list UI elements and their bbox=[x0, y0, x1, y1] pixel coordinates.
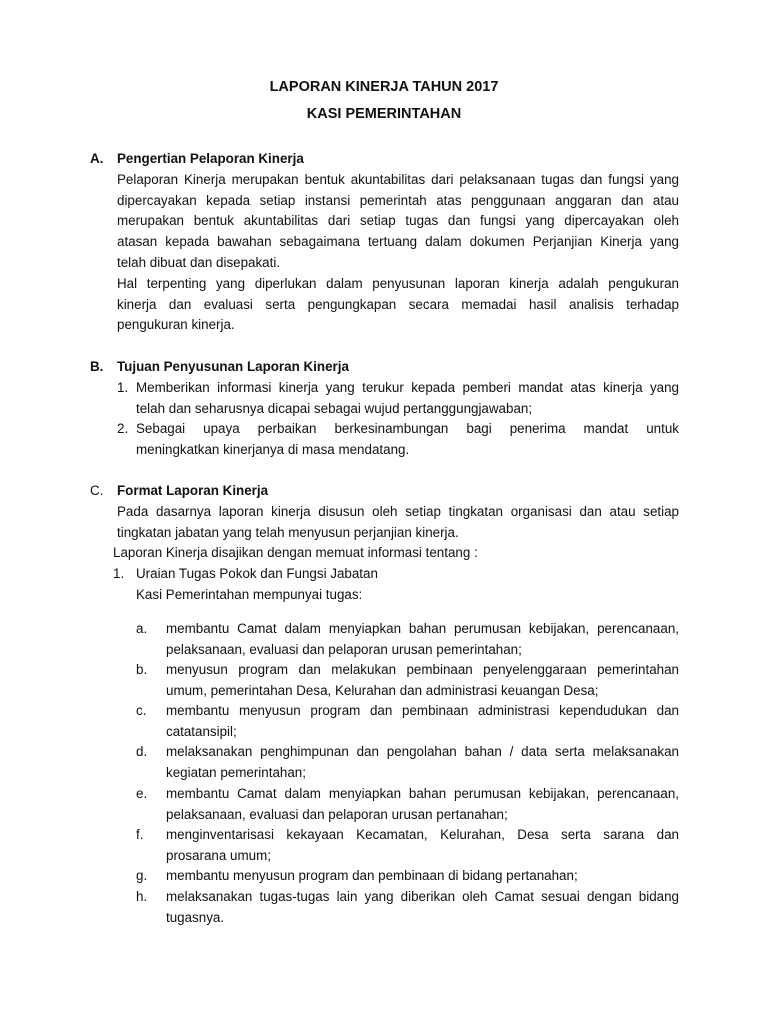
document-subtitle: KASI PEMERINTAHAN bbox=[306, 106, 462, 122]
text-line: Memberikan informasi kinerja yang terukur kepada pemberi mandat atas kinerja yang bbox=[136, 380, 679, 395]
text-line: menyusun program dan melakukan pembinaan penyelenggaraan pemerintahan bbox=[166, 662, 679, 677]
section-c-letter: C. bbox=[90, 483, 104, 498]
text-line: pelaksanaan, evaluasi dan pelaporan urusan pertanahan; bbox=[166, 806, 508, 822]
section-a-paragraph-2 bbox=[117, 274, 679, 336]
text-line: umum, pemerintahan Desa, Kelurahan dan administrasi keuangan Desa; bbox=[166, 682, 599, 698]
duty-label: g. bbox=[136, 868, 148, 883]
duty-item-b bbox=[166, 660, 679, 701]
section-c-paragraph-1 bbox=[117, 502, 679, 543]
text-line: pengukuran kinerja. bbox=[117, 317, 235, 333]
list-number: 1. bbox=[117, 380, 129, 395]
text-line: telah dan seharusnya dicapai sebagai wujud pertanggungjawaban; bbox=[136, 400, 533, 416]
section-b-heading: Tujuan Penyusunan Laporan Kinerja bbox=[117, 359, 349, 374]
section-a-letter: A. bbox=[90, 151, 104, 166]
text-line: dipercayakan kepada setiap instansi pemerintah atas penggunaan anggaran dan atau bbox=[117, 192, 679, 208]
text-line: meningkatkan kinerjanya di masa mendatang. bbox=[136, 441, 410, 457]
text-line: pelaksanaan, evaluasi dan pelaporan urusan pemerintahan; bbox=[166, 641, 522, 657]
duty-item-e bbox=[166, 784, 679, 825]
text-line: membantu menyusun program dan pembinaan administrasi kependudukan dan bbox=[166, 703, 679, 718]
section-b-letter: B. bbox=[90, 359, 104, 374]
section-c-intro: Laporan Kinerja disajikan dengan memuat informasi tentang : bbox=[113, 545, 478, 560]
text-line: atasan kepada bawahan sebagaimana tertuang dalam dokumen Perjanjian Kinerja yang bbox=[117, 234, 679, 250]
duty-item-f bbox=[166, 825, 679, 866]
text-line: Pelaporan Kinerja merupakan bentuk akuntabilitas dari pelaksanaan tugas dan fungsi yang bbox=[117, 172, 679, 187]
duty-label: e. bbox=[136, 786, 148, 801]
document-title: LAPORAN KINERJA TAHUN 2017 bbox=[269, 79, 499, 95]
section-c-subintro: Kasi Pemerintahan mempunyai tugas: bbox=[136, 587, 363, 602]
text-line: Sebagai upaya perbaikan berkesinambungan bagi penerima mandat untuk bbox=[136, 421, 679, 436]
duty-item-d bbox=[166, 742, 679, 783]
text-line: catatansipil; bbox=[166, 723, 237, 739]
section-c-subheading: Uraian Tugas Pokok dan Fungsi Jabatan bbox=[136, 566, 378, 581]
list-number: 1. bbox=[113, 566, 125, 581]
duty-label: c. bbox=[136, 703, 147, 718]
section-c-heading: Format Laporan Kinerja bbox=[117, 483, 269, 498]
text-line: kegiatan pemerintahan; bbox=[166, 764, 306, 780]
text-line: menginventarisasi kekayaan Kecamatan, Kelurahan, Desa serta sarana dan bbox=[166, 827, 679, 842]
text-line: membantu Camat dalam menyiapkan bahan perumusan kebijakan, perencanaan, bbox=[166, 621, 679, 636]
list-number: 2. bbox=[117, 421, 129, 436]
text-line: merupakan bentuk akuntabilitas dari setiap tugas dan fungsi yang dipercayakan oleh bbox=[117, 213, 679, 229]
text-line: Hal terpenting yang diperlukan dalam penyusunan laporan kinerja adalah pengukuran bbox=[117, 276, 679, 291]
section-a-heading: Pengertian Pelaporan Kinerja bbox=[117, 151, 304, 166]
text-line: melaksanakan penghimpunan dan pengolahan bahan / data serta melaksanakan bbox=[166, 744, 679, 759]
text-line: membantu Camat dalam menyiapkan bahan perumusan kebijakan, perencanaan, bbox=[166, 786, 679, 801]
section-b-item-2 bbox=[136, 419, 679, 460]
section-b-item-1 bbox=[136, 378, 679, 419]
text-line: Pada dasarnya laporan kinerja disusun oleh setiap tingkatan organisasi dan atau setiap bbox=[117, 504, 679, 519]
text-line: kinerja dan evaluasi serta pengungkapan secara memadai hasil analisis terhadap bbox=[117, 296, 679, 312]
duty-label: a. bbox=[136, 621, 148, 636]
duty-item-h bbox=[166, 887, 679, 928]
text-line: membantu menyusun program dan pembinaan di bidang pertanahan; bbox=[166, 868, 578, 883]
section-a-paragraph-1 bbox=[117, 170, 679, 274]
duty-item-c bbox=[166, 701, 679, 742]
text-line: melaksanakan tugas-tugas lain yang diberikan oleh Camat sesuai dengan bidang bbox=[166, 889, 679, 904]
duty-label: b. bbox=[136, 662, 148, 677]
duty-label: h. bbox=[136, 889, 148, 904]
duty-item-a bbox=[166, 619, 679, 660]
text-line: prosarana umum; bbox=[166, 847, 271, 863]
duty-label: d. bbox=[136, 744, 148, 759]
text-line: tingkatan jabatan yang telah menyusun perjanjian kinerja. bbox=[117, 524, 459, 540]
text-line: tugasnya. bbox=[166, 909, 225, 925]
text-line: telah dibuat dan disepakati. bbox=[117, 254, 281, 270]
duty-item-g bbox=[166, 866, 679, 887]
duty-label: f. bbox=[136, 827, 144, 842]
